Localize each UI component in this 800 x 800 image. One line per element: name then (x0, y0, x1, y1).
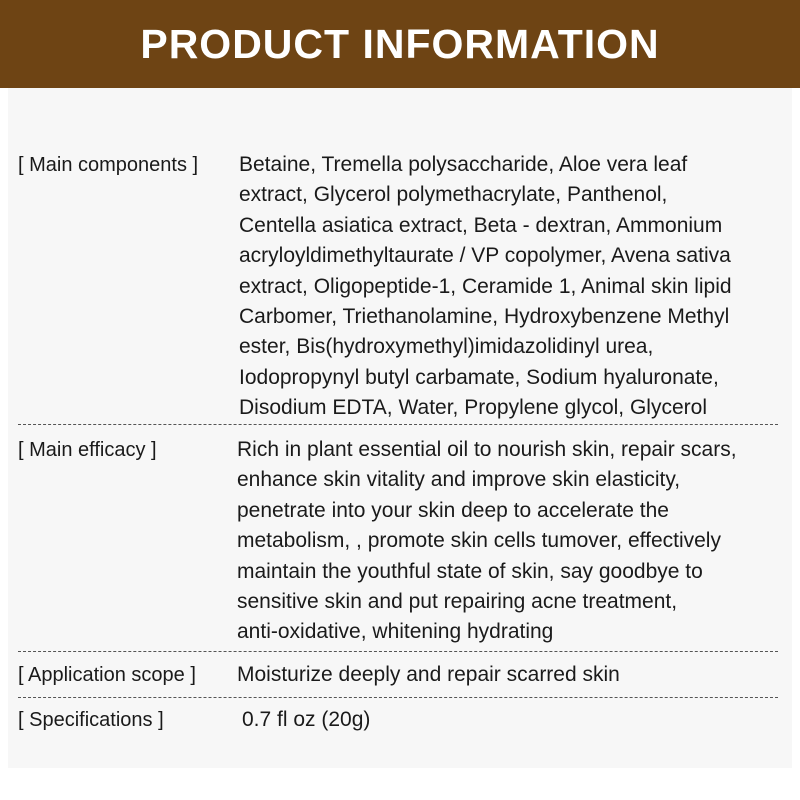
scope-value: Moisturize deeply and repair scarred skin (237, 663, 620, 686)
components-line: acryloyldimethyltaurate / VP copolymer, Avena sativa (239, 244, 731, 268)
components-value (239, 150, 784, 424)
efficacy-line: sensitive skin and put repairing acne treatment, (237, 589, 678, 613)
components-line: Iodopropynyl butyl carbamate, Sodium hyaluronate, (239, 365, 719, 389)
efficacy-value (237, 435, 784, 648)
efficacy-line: Rich in plant essential oil to nourish skin, repair scars, (237, 438, 737, 461)
section-divider (18, 424, 778, 425)
efficacy-label: [ Main efficacy ] (18, 439, 157, 461)
components-line: extract, Oligopeptide-1, Ceramide 1, Animal skin lipid (239, 274, 732, 298)
efficacy-line: anti-oxidative, whitening hydrating (237, 620, 554, 644)
section-divider (18, 651, 778, 652)
components-line: Betaine, Tremella polysaccharide, Aloe vera leaf (239, 153, 688, 176)
components-line: ester, Bis(hydroxymethyl)imidazolidinyl urea, (239, 335, 654, 359)
specs-value: 0.7 fl oz (20g) (242, 708, 371, 731)
header-banner (0, 0, 800, 88)
page-title: PRODUCT INFORMATION (140, 20, 660, 67)
components-label: [ Main components ] (18, 154, 199, 176)
components-line: extract, Glycerol polymethacrylate, Panthenol, (239, 183, 668, 207)
scope-label: [ Application scope ] (18, 664, 196, 686)
components-line: Carbomer, Triethanolamine, Hydroxybenzene Methyl (239, 304, 730, 328)
specs-label: [ Specifications ] (18, 709, 164, 731)
efficacy-line: maintain the youthful state of skin, say goodbye to (237, 559, 703, 583)
components-line: Disodium EDTA, Water, Propylene glycol, Glycerol (239, 396, 707, 420)
efficacy-line: metabolism, , promote skin cells tumover, effectively (237, 529, 721, 553)
section-divider (18, 697, 778, 698)
efficacy-line: penetrate into your skin deep to accelerate the (237, 498, 669, 522)
components-line: Centella asiatica extract, Beta - dextran, Ammonium (239, 213, 723, 237)
efficacy-line: enhance skin vitality and improve skin elasticity, (237, 468, 681, 492)
